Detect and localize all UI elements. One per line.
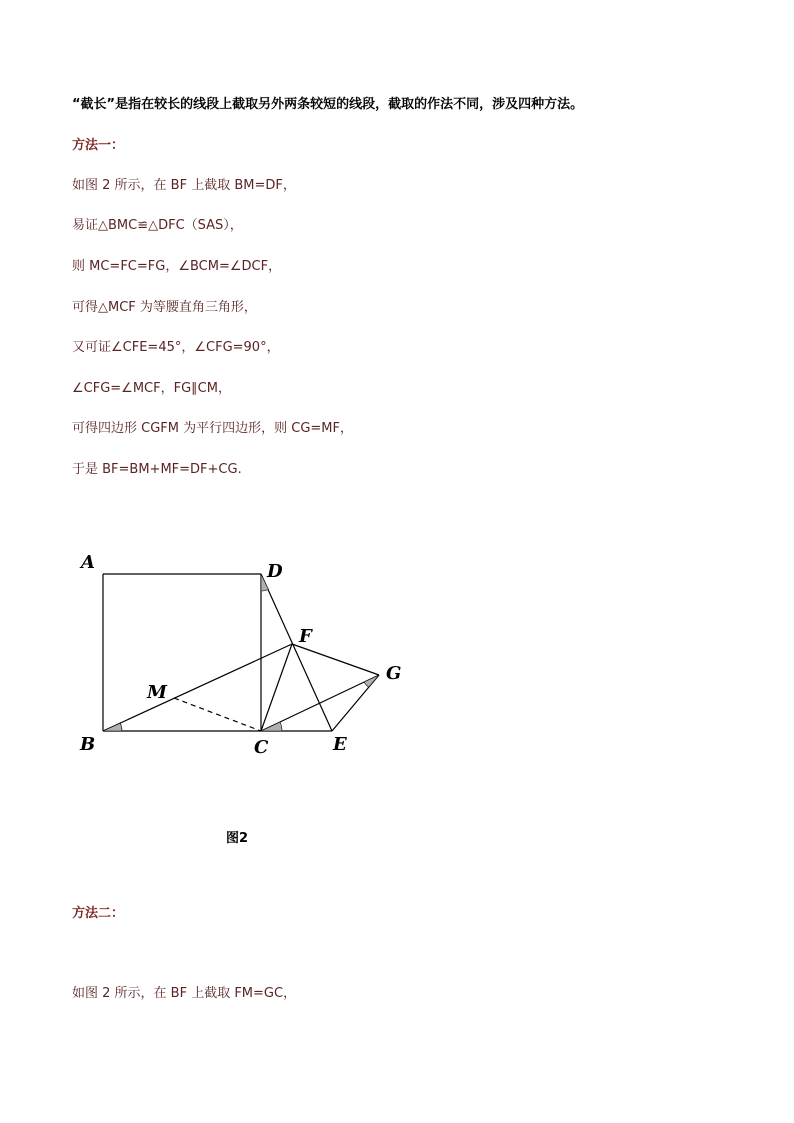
label-a: A — [81, 552, 95, 573]
label-d: D — [267, 561, 283, 582]
label-f: F — [299, 626, 312, 647]
method1-line-6: ∠CFG=∠MCF，FG∥CM， — [72, 381, 231, 396]
method1-heading: 方法一： — [72, 138, 125, 153]
figure-caption: 图2 — [226, 831, 249, 846]
segment-mc-dashed — [174, 698, 261, 731]
intro-text: “截长”是指在较长的线段上截取另外两条较短的线段，截取的作法不同，涉及四种方法。 — [72, 97, 584, 112]
method1-line-5: 又可证∠CFE=45°，∠CFG=90°， — [72, 340, 280, 355]
segment-de — [261, 574, 332, 731]
label-e: E — [333, 734, 347, 755]
method1-line-7: 可得四边形 CGFM 为平行四边形，则 CG=MF， — [72, 421, 353, 436]
segment-bf — [103, 644, 292, 731]
method1-line-2: 易证△BMC≌△DFC（SAS）， — [72, 218, 243, 233]
method2-heading: 方法二： — [72, 906, 125, 921]
method1-line-3: 则 MC=FC=FG，∠BCM=∠DCF， — [72, 259, 282, 274]
label-c: C — [254, 737, 269, 758]
method1-line-8: 于是 BF=BM+MF=DF+CG. — [72, 462, 242, 477]
label-g: G — [386, 663, 402, 684]
label-m: M — [147, 682, 167, 703]
method1-line-1: 如图 2 所示，在 BF 上截取 BM=DF， — [72, 178, 296, 193]
method2-line-1: 如图 2 所示，在 BF 上截取 FM=GC， — [72, 986, 297, 1001]
angle-mark-g — [364, 675, 379, 687]
angle-mark-b — [103, 723, 122, 731]
method1-line-4: 可得△MCF 为等腰直角三角形， — [72, 300, 257, 315]
label-b: B — [80, 734, 96, 755]
geometry-figure — [70, 545, 410, 760]
